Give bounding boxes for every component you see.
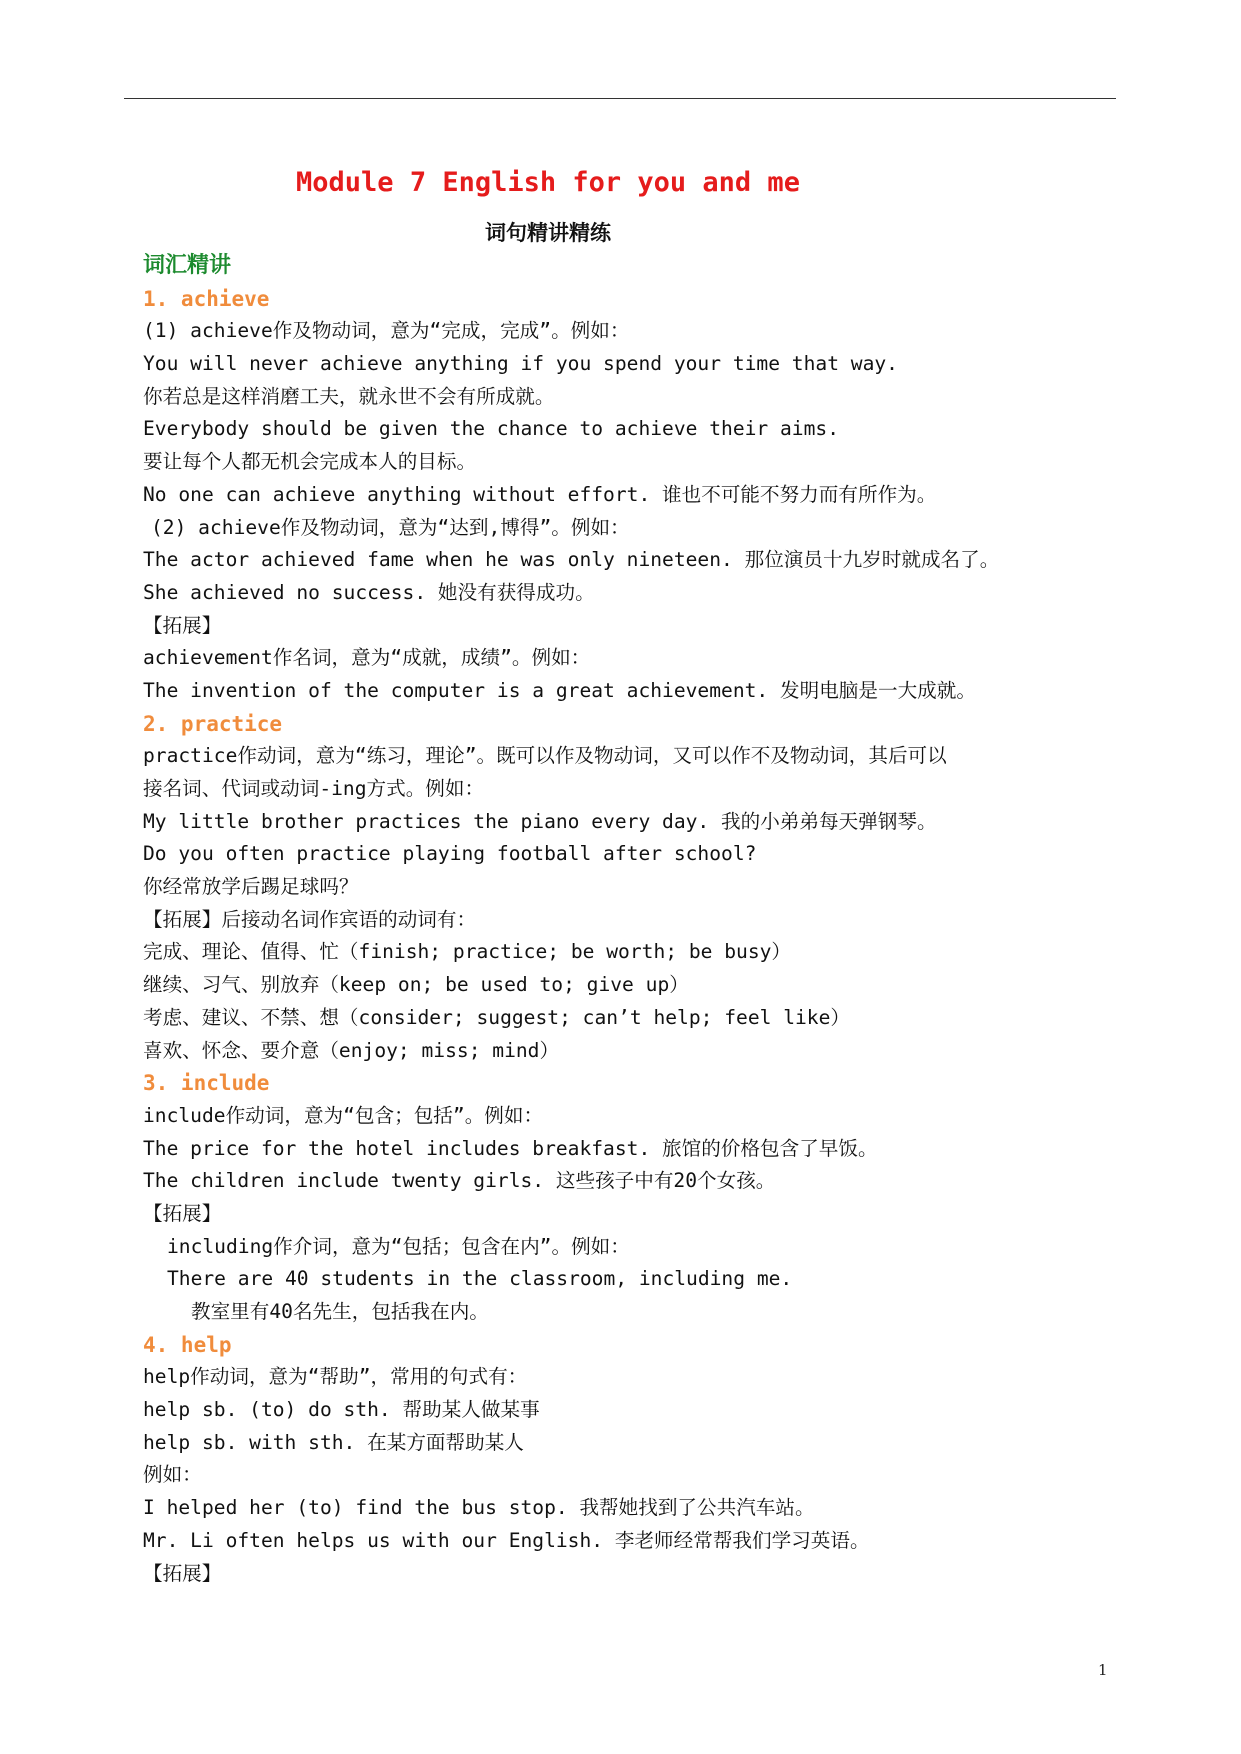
body-line: 你若总是这样消磨工夫，就永世不会有所成就。 [143, 384, 555, 408]
body-line: Mr. Li often helps us with our English. 李老师经常帮我们学习英语。 [143, 1528, 870, 1552]
body-line: 【拓展】 [143, 1201, 222, 1225]
body-line: help作动词，意为“帮助”，常用的句式有： [143, 1365, 528, 1389]
vocab-heading: 3. include [143, 1071, 270, 1096]
body-line: 要让每个人都无机会完成本人的目标。 [143, 450, 477, 474]
body-line: Everybody should be given the chance to achieve their aims. [143, 417, 839, 441]
body-line: 【拓展】 [143, 1561, 222, 1585]
body-line: Do you often practice playing football after school? [143, 842, 757, 866]
vocab-heading: 4. help [143, 1332, 232, 1357]
document-body [143, 250, 1128, 1590]
section-title: 词汇精讲 [143, 253, 232, 278]
body-line: There are 40 students in the classroom, including me. [167, 1267, 793, 1291]
body-line: She achieved no success. 她没有获得成功。 [143, 580, 595, 604]
body-line: 继续、习气、别放弃（keep on; be used to; give up） [143, 973, 689, 997]
body-line: The children include twenty girls. 这些孩子中有20个女孩。 [143, 1169, 776, 1193]
body-line: No one can achieve anything without effort. 谁也不可能不努力而有所作为。 [143, 482, 937, 506]
vocab-heading: 2. practice [143, 711, 283, 736]
body-line: The price for the hotel includes breakfast. 旅馆的价格包含了早饭。 [143, 1136, 878, 1160]
body-line: practice作动词，意为“练习，理论”。既可以作及物动词，又可以作不及物动词，其后可以 [143, 744, 947, 768]
page-title: Module 7 English for you and me [296, 167, 800, 198]
vocab-heading: 1. achieve [143, 286, 270, 311]
body-line: 喜欢、怀念、要介意（enjoy; miss; mind） [143, 1038, 560, 1062]
body-line: (1) achieve作及物动词，意为“完成，完成”。例如： [143, 319, 630, 343]
body-line: 你经常放学后踢足球吗？ [143, 875, 359, 899]
body-line: 完成、理论、值得、忙（finish; practice; be worth; be busy） [143, 940, 791, 964]
page-subtitle: 词句精讲精练 [485, 221, 611, 245]
body-line: I helped her (to) find the bus stop. 我帮她找到了公共汽车站。 [143, 1496, 815, 1520]
body-line: 例如： [143, 1463, 202, 1487]
header-rule [124, 98, 1116, 99]
body-line: help sb. (to) do sth. 帮助某人做某事 [143, 1398, 540, 1422]
body-line: include作动词，意为“包含；包括”。例如： [143, 1103, 544, 1127]
body-line: 【拓展】后接动名词作宾语的动词有： [143, 907, 477, 931]
body-line: 教室里有40名先生，包括我在内。 [191, 1300, 489, 1323]
body-line: You will never achieve anything if you spend your time that way. [143, 352, 898, 376]
body-line: 接名词、代词或动词-ing方式。例如： [143, 777, 485, 800]
body-line: help sb. with sth. 在某方面帮助某人 [143, 1430, 524, 1454]
body-line: The actor achieved fame when he was only nineteen. 那位演员十九岁时就成名了。 [143, 548, 1000, 572]
body-line: The invention of the computer is a great achievement. 发明电脑是一大成就。 [143, 678, 976, 702]
body-line: 考虑、建议、不禁、想（consider; suggest; can’t help; feel like） [143, 1005, 850, 1029]
page-number: 1 [1098, 1661, 1108, 1679]
body-line: achievement作名词，意为“成就，成绩”。例如： [143, 646, 591, 670]
body-line: 【拓展】 [143, 613, 222, 637]
body-line: (2) achieve作及物动词，意为“达到,博得”。例如： [151, 515, 630, 539]
body-lines [143, 283, 1128, 1591]
body-line: including作介词，意为“包括；包含在内”。例如： [167, 1234, 630, 1258]
body-line: My little brother practices the piano every day. 我的小弟弟每天弹钢琴。 [143, 809, 937, 833]
